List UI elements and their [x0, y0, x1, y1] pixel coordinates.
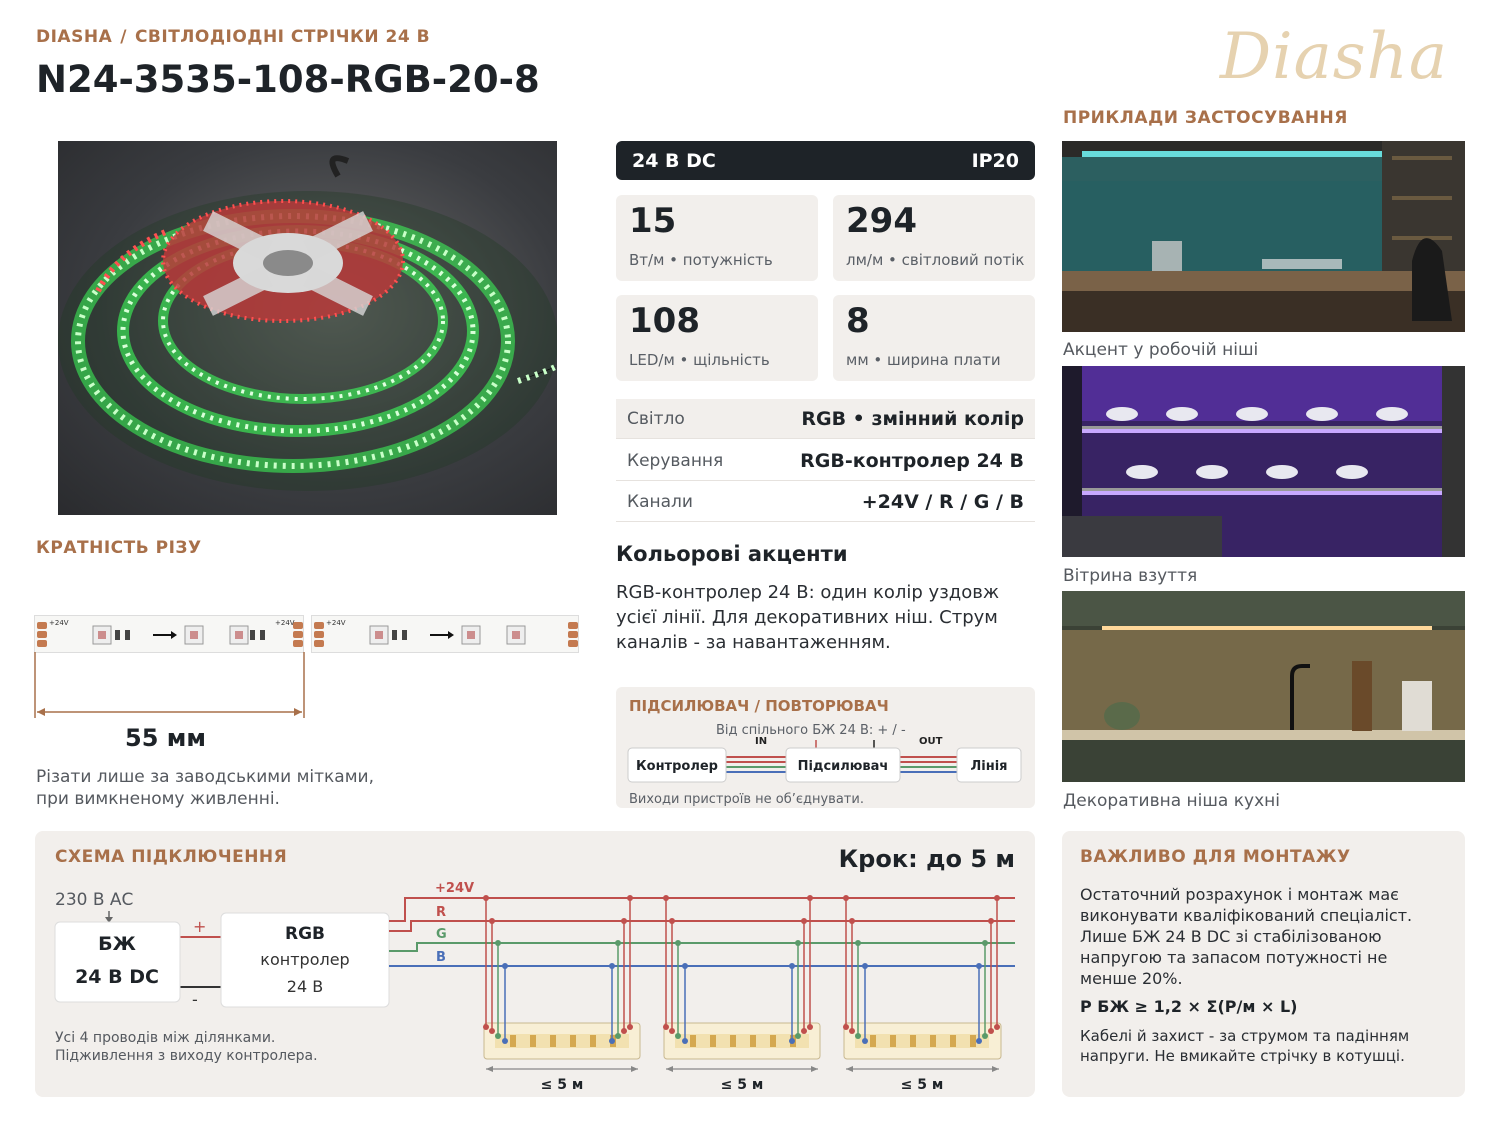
amplifier-diagram: [616, 687, 1035, 808]
breadcrumb-separator: /: [120, 27, 127, 47]
tile-caption: Вт/м • потужність: [629, 251, 773, 269]
amplifier-footnote: Виходи пристроїв не об’єднувати.: [629, 792, 864, 807]
psu-label: БЖ: [98, 933, 136, 955]
bus-label-b: B: [436, 950, 446, 965]
strip-segment-graphic: [35, 616, 304, 653]
strip-segment-3: [844, 898, 1001, 1059]
amplifier-in-label: IN: [755, 736, 768, 747]
application-caption: Декоративна ніша кухні: [1063, 791, 1280, 811]
spec-row-value: RGB-контролер 24 В: [800, 449, 1024, 472]
voltage-label: 24 В DC: [632, 149, 716, 172]
cut-strip-2: [311, 615, 579, 653]
spec-tile-width: [833, 295, 1035, 381]
product-photo: [58, 141, 557, 515]
cut-section-title: КРАТНІСТЬ РІЗУ: [36, 538, 202, 558]
breadcrumb-category[interactable]: СВІТЛОДІОДНІ СТРІЧКИ 24 В: [134, 27, 431, 47]
application-image-shoes: [1062, 366, 1465, 557]
bus-label-r: R: [436, 905, 447, 920]
accents-text: RGB-контролер 24 В: один колір уздовж усієї лінії. Для декоративних ніш. Струм каналів - за навантаженням.: [616, 582, 1000, 653]
mounting-panel: [1062, 831, 1465, 1097]
led-strip-segment: [34, 615, 304, 653]
tile-caption: мм • ширина плати: [846, 351, 1001, 369]
application-image-desk: [1062, 141, 1465, 332]
cut-length: 55 мм: [125, 724, 206, 752]
tile-value: 294: [846, 201, 917, 241]
psu-voltage: 24 В DC: [75, 966, 159, 988]
breadcrumb-brand[interactable]: DIASHA: [36, 27, 113, 47]
accents-title: Кольорові акценти: [616, 542, 848, 566]
psu-minus-label: -: [192, 990, 198, 1009]
amplifier-controller-box: Контролер: [636, 759, 718, 774]
wiring-note-line: Підживлення з виходу контролера.: [55, 1048, 318, 1064]
mounting-text: Остаточний розрахунок і монтаж має виконувати кваліфікований спеціаліст. Лише БЖ 24 В DC зі стабілізованою напругою та запасом потужності не менше 20%.: [1080, 885, 1413, 988]
segment-length-label: ≤ 5 м: [900, 1077, 944, 1093]
strip-plus-label: +24V: [326, 619, 346, 627]
cut-strip-1: [34, 615, 304, 653]
spec-row-value: +24V / R / G / B: [861, 490, 1024, 513]
strip-plus-label: +24V: [49, 619, 69, 627]
amplifier-title: ПІДСИЛЮВАЧ / ПОВТОРЮВАЧ: [629, 697, 889, 715]
mounting-formula: P БЖ ≥ 1,2 × Σ(P/м × L): [1080, 997, 1298, 1016]
wiring-title: СХЕМА ПІДКЛЮЧЕННЯ: [55, 847, 288, 867]
amplifier-amplifier-box: Підсилювач: [797, 759, 889, 774]
bus-label-g: G: [436, 927, 447, 942]
tile-value: 108: [629, 301, 700, 341]
breadcrumb: [36, 27, 430, 47]
brand-logo: Diasha: [1219, 20, 1448, 94]
spec-row-value: RGB • змінний колір: [801, 407, 1024, 430]
mounting-text-2: Кабелі й захист - за струмом та падінням напруги. Не вмикайте стрічку в котушці.: [1080, 1027, 1410, 1065]
led-reel-illustration: [58, 141, 557, 515]
wiring-note-line: Усі 4 проводів між ділянками.: [55, 1030, 276, 1046]
mounting-title: ВАЖЛИВО ДЛЯ МОНТАЖУ: [1080, 847, 1351, 867]
kitchen-niche-illustration: [1062, 591, 1465, 782]
amplifier-line-box: Лінія: [970, 759, 1008, 774]
amplifier-panel: [616, 687, 1035, 808]
application-caption: Вітрина взуття: [1063, 566, 1198, 586]
cut-note-line: при вимкненому живленні.: [36, 789, 280, 809]
spec-header-bar: [616, 141, 1035, 180]
amplifier-out-label: OUT: [919, 736, 943, 747]
spec-row-channels: [616, 482, 1035, 522]
wiring-note: [55, 1029, 318, 1065]
wiring-step: Крок: до 5 м: [838, 845, 1015, 873]
bus-label-plus: +24V: [435, 881, 475, 896]
strip-segment-graphic: [312, 616, 579, 653]
controller-label: RGB: [284, 924, 326, 944]
application-image-kitchen: [1062, 591, 1465, 782]
controller-label: контролер: [260, 950, 350, 969]
spec-row-key: Канали: [627, 491, 693, 512]
applications-title: ПРИКЛАДИ ЗАСТОСУВАННЯ: [1063, 108, 1348, 128]
psu-plus-label: +: [193, 917, 207, 936]
spec-row-control: [616, 441, 1035, 481]
page-title: N24-3535-108-RGB-20-8: [36, 58, 540, 101]
cut-note-line: Різати лише за заводськими мітками,: [36, 767, 374, 787]
strip-plus-label: +24V: [275, 619, 295, 627]
segment-length-label: ≤ 5 м: [540, 1077, 584, 1093]
segment-length-label: ≤ 5 м: [720, 1077, 764, 1093]
cut-note: [36, 766, 374, 810]
controller-label: 24 В: [286, 977, 324, 996]
ac-input-label: 230 В АС: [55, 890, 134, 910]
shoe-display-illustration: [1062, 366, 1465, 557]
wiring-panel: [35, 831, 1035, 1097]
cut-dimension-line: [34, 650, 306, 720]
application-caption: Акцент у робочій ніші: [1063, 340, 1259, 360]
amplifier-power-note: Від спільного БЖ 24 В: + / -: [716, 723, 906, 738]
desk-niche-illustration: [1062, 141, 1465, 332]
spec-row-key: Світло: [627, 408, 685, 429]
spec-row-key: Керування: [627, 450, 724, 471]
tile-caption: LED/м • щільність: [629, 351, 770, 369]
ip-rating: IP20: [971, 149, 1019, 172]
spec-row-light: [616, 399, 1035, 439]
tile-caption: лм/м • світловий потік: [846, 251, 1025, 269]
tile-value: 8: [846, 301, 870, 341]
spec-tile-power: [616, 195, 818, 281]
spec-tile-flux: [833, 195, 1035, 281]
led-strip-segment: [311, 615, 579, 653]
tile-value: 15: [629, 201, 677, 241]
spec-tile-density: [616, 295, 818, 381]
